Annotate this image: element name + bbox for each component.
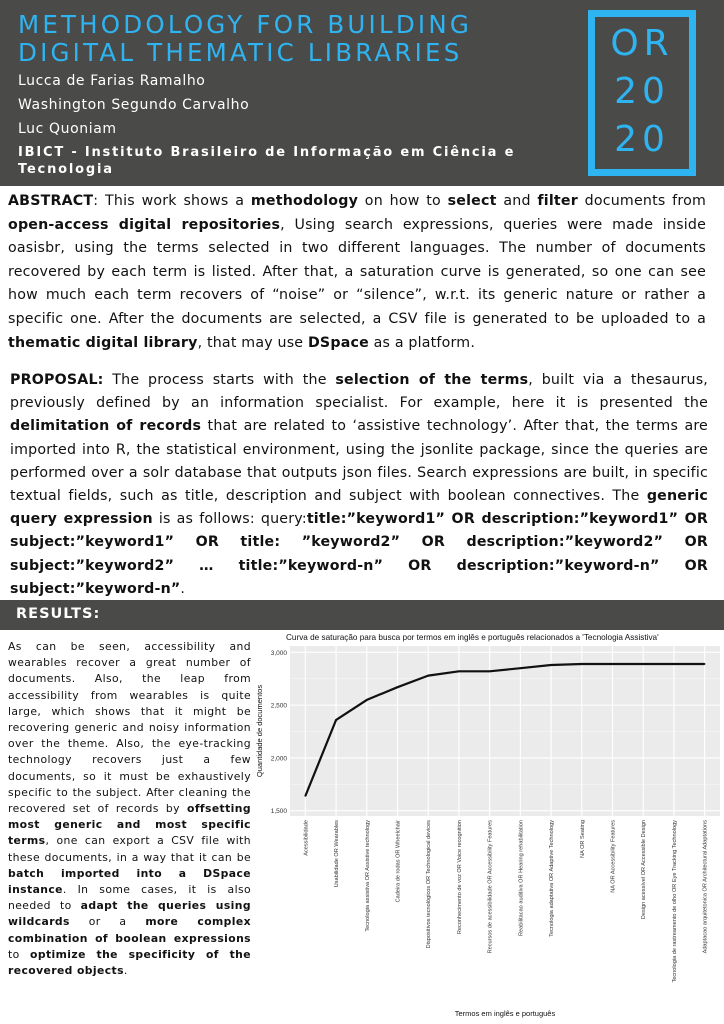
- results-bold: optimize the specificity of the recovered objects: [8, 947, 251, 978]
- series-point: [366, 699, 368, 701]
- abstract-bold: thematic digital library: [8, 334, 198, 351]
- chart-panel: [290, 646, 720, 816]
- y-axis-label: Quantidade de documentos: [255, 684, 264, 778]
- x-axis-ticks: [303, 820, 708, 983]
- proposal-bold: delimitation of records: [10, 418, 202, 435]
- proposal-text: .: [180, 580, 186, 597]
- x-axis-label: Termos em inglês e português: [454, 1009, 556, 1018]
- results-text: to: [8, 947, 31, 961]
- proposal-bold: generic query expression: [10, 488, 708, 528]
- proposal-text: , built via a thesaurus, previously defined by an information specialist. For example, here it is presented the: [10, 372, 708, 412]
- x-tick-label: Recursos de acessibilidade OR Accessibility Features: [487, 820, 494, 954]
- results-text: .: [123, 964, 128, 978]
- proposal-paragraph: [10, 369, 708, 601]
- abstract-text: and: [496, 193, 538, 209]
- abstract-label: ABSTRACT: [8, 193, 94, 209]
- proposal-bold: selection of the terms: [335, 372, 529, 388]
- abstract-text: : This work shows a: [93, 193, 251, 209]
- series-point: [489, 671, 491, 673]
- saturation-curve-chart: [252, 628, 724, 1024]
- y-tick-label: 3,000: [270, 649, 287, 657]
- series-point: [642, 663, 644, 665]
- results-header-bar: [0, 600, 724, 630]
- results-bold: offsetting most generic and most specific terms: [8, 802, 251, 848]
- series-point: [581, 663, 583, 665]
- series-point: [612, 663, 614, 665]
- series-point: [458, 671, 460, 673]
- series-point: [520, 667, 522, 669]
- abstract-text: , that may use: [197, 334, 308, 351]
- author-2: Washington Segundo Carvalho: [18, 97, 250, 113]
- y-axis-ticks: [271, 650, 288, 815]
- title-line-1: METHODOLOGY FOR BUILDING: [18, 10, 473, 39]
- results-title: RESULTS:: [16, 606, 101, 622]
- author-1: Lucca de Farias Ramalho: [18, 73, 206, 89]
- abstract-text: , Using search expressions, queries were made inside oasisbr, using the terms selected in two different languages. The number of documents recovered by each term is listed. After that, a saturation curve is generated, so one can see how much each term recovers of “noise” or “silence”, w.r.t. its generic nature or rather a specific one. After the documents are selected, a CSV file is generated to be uploaded to a: [8, 216, 706, 327]
- affiliation: IBICT - Instituto Brasileiro de Informação em Ciência e Tecnologia: [18, 145, 516, 177]
- x-tick-label: Dispositivos tecnológicos OR Technological devices: [426, 820, 433, 949]
- x-tick-label: NA OR Seating: [579, 820, 586, 858]
- results-bold: batch imported into a DSpace instance: [8, 866, 251, 897]
- logo-line-3: 20: [614, 119, 670, 160]
- results-paragraph: [8, 639, 251, 979]
- author-3: Luc Quoniam: [18, 121, 117, 137]
- conference-logo: [588, 10, 696, 176]
- proposal-label: PROPOSAL:: [10, 372, 104, 388]
- y-tick-label: 1,500: [270, 808, 287, 816]
- abstract-bold: select: [447, 193, 497, 209]
- results-text: As can be seen, accessibility and wearables recover a great number of documents. Also, the leap from accessibility from wearables is quite large, which shows that it might be recovering generic and noisy information over the theme. Also, the eye-tracking technology recovers just a few documents, so it must be exhaustively specific to the subject. After cleaning the recovered set of records by: [8, 640, 251, 816]
- abstract-text: documents from: [577, 193, 706, 209]
- x-tick-label: Usabilidade OR Wearables: [334, 820, 341, 888]
- x-tick-label: Cadeira de rodas OR Wheelchair: [395, 820, 402, 903]
- proposal-text: that are related to ‘assistive technology’. After that, the terms are imported into R, the statistical environment, using the jsonlite package, since the queries are performed over a solr database that outputs json files. Search expressions are built, in specific textual fields, such as title, description and subject with boolean connectives. The: [10, 418, 708, 505]
- y-tick-label: 2,000: [270, 755, 287, 763]
- series-point: [550, 664, 552, 666]
- abstract-bold: open-access digital repositories: [8, 216, 281, 233]
- x-tick-label: Tecnologia assistiva OR Assistive technology: [364, 820, 371, 932]
- results-text: . In some cases, it is also needed to: [8, 883, 251, 913]
- title-line-2: DIGITAL THEMATIC LIBRARIES: [18, 38, 463, 67]
- series-point: [335, 719, 337, 721]
- x-tick-label: Design acessível OR Accessible Design: [641, 820, 648, 920]
- abstract-bold: methodology: [250, 193, 359, 209]
- abstract-text: as a platform.: [368, 334, 476, 351]
- x-tick-label: Tecnologia adaptativa OR Adaptive Technology: [549, 820, 556, 937]
- abstract-paragraph: [8, 190, 706, 355]
- chart-title: Curva de saturação para busca por termos em inglês e português relacionados a 'Tecnologia Assistiva': [286, 633, 659, 642]
- series-point: [704, 663, 706, 665]
- results-bold: more complex combination of boolean expressions: [8, 915, 251, 945]
- poster-header: [0, 0, 724, 186]
- logo-line-2: 20: [614, 71, 670, 112]
- x-tick-label: Acessibilidade: [303, 820, 310, 856]
- abstract-bold: DSpace: [307, 334, 369, 351]
- x-tick-label: Tecnologia de rastreamento de olho OR Eye Tracking Technology: [671, 820, 678, 983]
- chart-svg: [252, 628, 724, 1024]
- series-point: [673, 663, 675, 665]
- abstract-bold: filter: [537, 193, 578, 209]
- proposal-text: is as follows: query:: [152, 511, 307, 528]
- abstract-text: on how to: [358, 193, 448, 209]
- results-text: or a: [69, 915, 146, 929]
- series-point: [305, 795, 307, 797]
- y-tick-label: 2,500: [270, 702, 287, 710]
- proposal-query-bold: title:”keyword1” OR description:”keyword1” OR subject:”keyword1” OR title: ”keyword2” OR description:”keyword2” OR subject:”keyword2” … title:”keyword-n” OR description:”keyword-n” OR subject:”keyword-n”: [10, 511, 708, 597]
- x-tick-label: Reabilitacao auditiva OR Hearing rehabilitation: [518, 820, 525, 936]
- x-tick-label: Adaptacao arquitetonica OR Architectural Adaptations: [702, 820, 709, 954]
- series-point: [427, 675, 429, 677]
- series-point: [397, 686, 399, 688]
- results-text: , one can export a CSV file with these documents, in a way that it can be: [8, 834, 251, 864]
- proposal-text: The process starts with the: [103, 372, 336, 388]
- x-tick-label: Reconhecimento de voz OR Voice recognition: [456, 820, 463, 935]
- logo-line-1: OR: [610, 23, 674, 64]
- x-tick-label: NA OR Accessibility Features: [610, 820, 617, 893]
- results-bold: adapt the queries using wildcards: [8, 899, 251, 929]
